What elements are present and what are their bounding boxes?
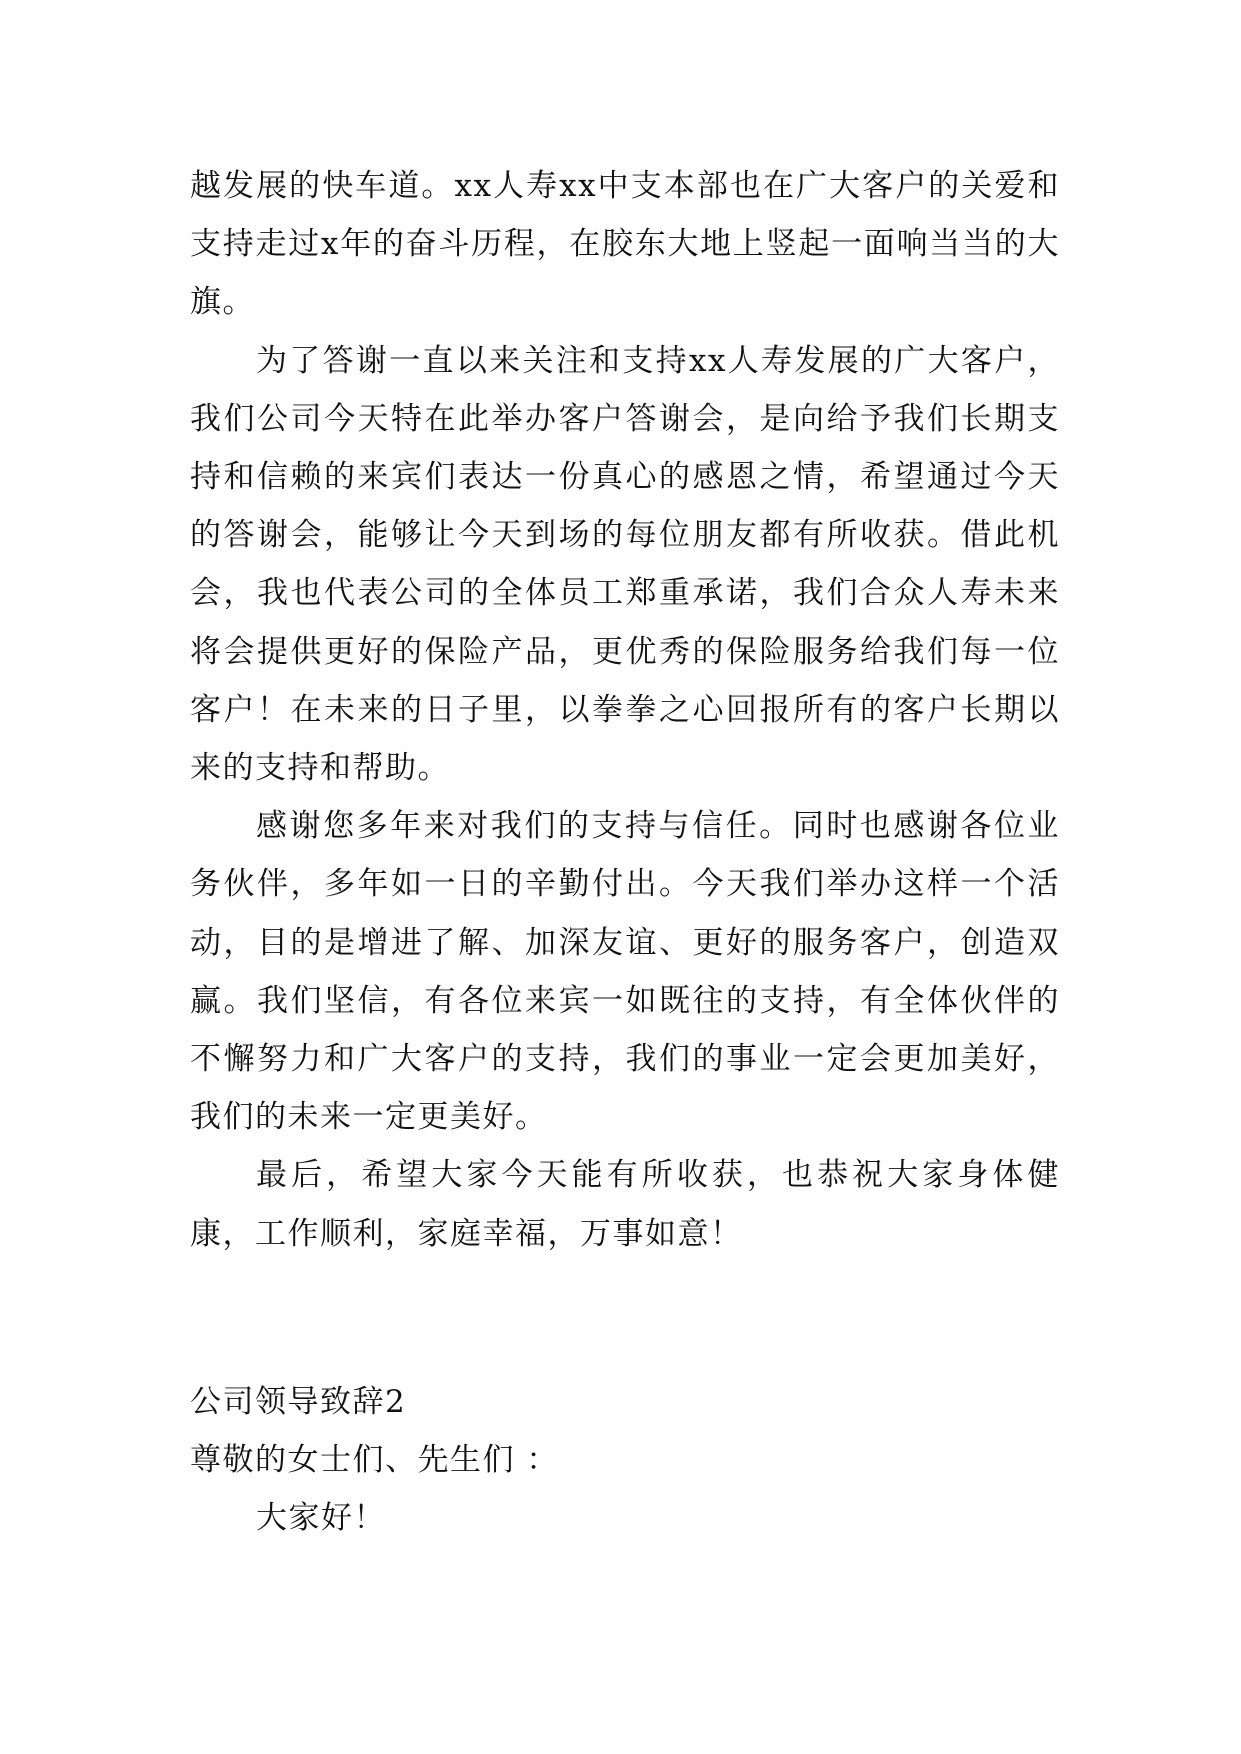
paragraph-4: 最后，希望大家今天能有所收获，也恭祝大家身体健康，工作顺利，家庭幸福，万事如意！ bbox=[190, 1157, 1060, 1252]
paragraph-2: 为了答谢一直以来关注和支持xx人寿发展的广大客户，我们公司今天特在此举办客户答谢会，是向给予我们长期支持和信赖的来宾们表达一份真心的感恩之情，希望通过今天的答谢会，能够让今天到场的每位朋友都有所收获。借此机会，我也代表公司的全体员工郑重承诺，我们合众人寿未来将会提供更好的保险产品，更优秀的保险服务给我们每一位客户！在未来的日子里，以拳拳之心回报所有的客户长期以来的支持和帮助。 bbox=[190, 342, 1060, 787]
salutation: 尊敬的女士们、先生们 ： bbox=[190, 1442, 559, 1479]
body-text bbox=[190, 157, 1060, 1263]
greeting: 大家好！ bbox=[256, 1500, 386, 1537]
section-two bbox=[190, 1373, 1060, 1548]
paragraph-1: 越发展的快车道。xx人寿xx中支本部也在广大客户的关爱和支持走过x年的奋斗历程，在胶东大地上竖起一面响当当的大旗。 bbox=[190, 168, 1060, 321]
section-title: 公司领导致辞2 bbox=[190, 1384, 407, 1420]
paragraph-3: 感谢您多年来对我们的支持与信任。同时也感谢各位业务伙伴，多年如一日的辛勤付出。今天我们举办这样一个活动，目的是增进了解、加深友谊、更好的服务客户，创造双赢。我们坚信，有各位来宾一如既往的支持，有全体伙伴的不懈努力和广大客户的支持，我们的事业一定会更加美好，我们的未来一定更美好。 bbox=[190, 808, 1060, 1136]
